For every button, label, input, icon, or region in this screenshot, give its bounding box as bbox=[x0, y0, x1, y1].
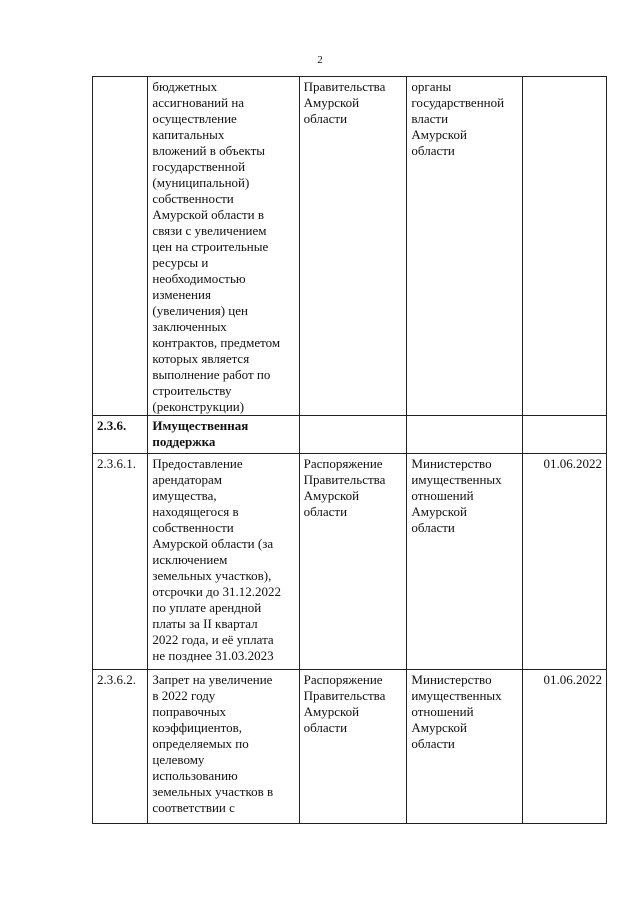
executor-cell bbox=[407, 416, 523, 454]
document-cell: Распоряжение Правительства Амурской области bbox=[299, 670, 407, 824]
executor-cell: Министерство имущественных отношений Амурской области bbox=[407, 454, 523, 670]
measures-table bbox=[92, 76, 607, 824]
measure-cell: Запрет на увеличение в 2022 году поправочных коэффициентов, определяемых по целевому использованию земельных участков в соответствии с bbox=[148, 670, 299, 824]
row-number-cell: 2.3.6.2. bbox=[93, 670, 148, 824]
document-cell: Распоряжение Правительства Амурской области bbox=[299, 454, 407, 670]
page-number: 2 bbox=[317, 54, 323, 66]
document-cell: Правительства Амурской области bbox=[299, 77, 407, 416]
table-row bbox=[93, 454, 607, 670]
table-row bbox=[93, 670, 607, 824]
executor-cell: Министерство имущественных отношений Амурской области bbox=[407, 670, 523, 824]
document-cell bbox=[299, 416, 407, 454]
row-number-cell: 2.3.6.1. bbox=[93, 454, 148, 670]
section-heading-cell: Имущественная поддержка bbox=[148, 416, 299, 454]
date-cell: 01.06.2022 bbox=[523, 670, 607, 824]
row-number-cell bbox=[93, 77, 148, 416]
date-cell bbox=[523, 416, 607, 454]
row-number-cell: 2.3.6. bbox=[93, 416, 148, 454]
measure-cell: Предоставление арендаторам имущества, находящегося в собственности Амурской области (за исключением земельных участков), отсрочки до 31.12.2022 по уплате арендной платы за II квартал 2022 года, и её уплата не позднее 31.03.2023 bbox=[148, 454, 299, 670]
table-row bbox=[93, 416, 607, 454]
table-row bbox=[93, 77, 607, 416]
executor-cell: органы государственной власти Амурской области bbox=[407, 77, 523, 416]
date-cell: 01.06.2022 bbox=[523, 454, 607, 670]
date-cell bbox=[523, 77, 607, 416]
measure-cell: бюджетных ассигнований на осуществление капитальных вложений в объекты государственной (муниципальной) собственности Амурской области в связи с увеличением цен на строительные ресурсы и необходимостью изменения (увеличения) цен заключенных контрактов, предметом которых является выполнение работ по строительству (реконструкции) bbox=[148, 77, 299, 416]
